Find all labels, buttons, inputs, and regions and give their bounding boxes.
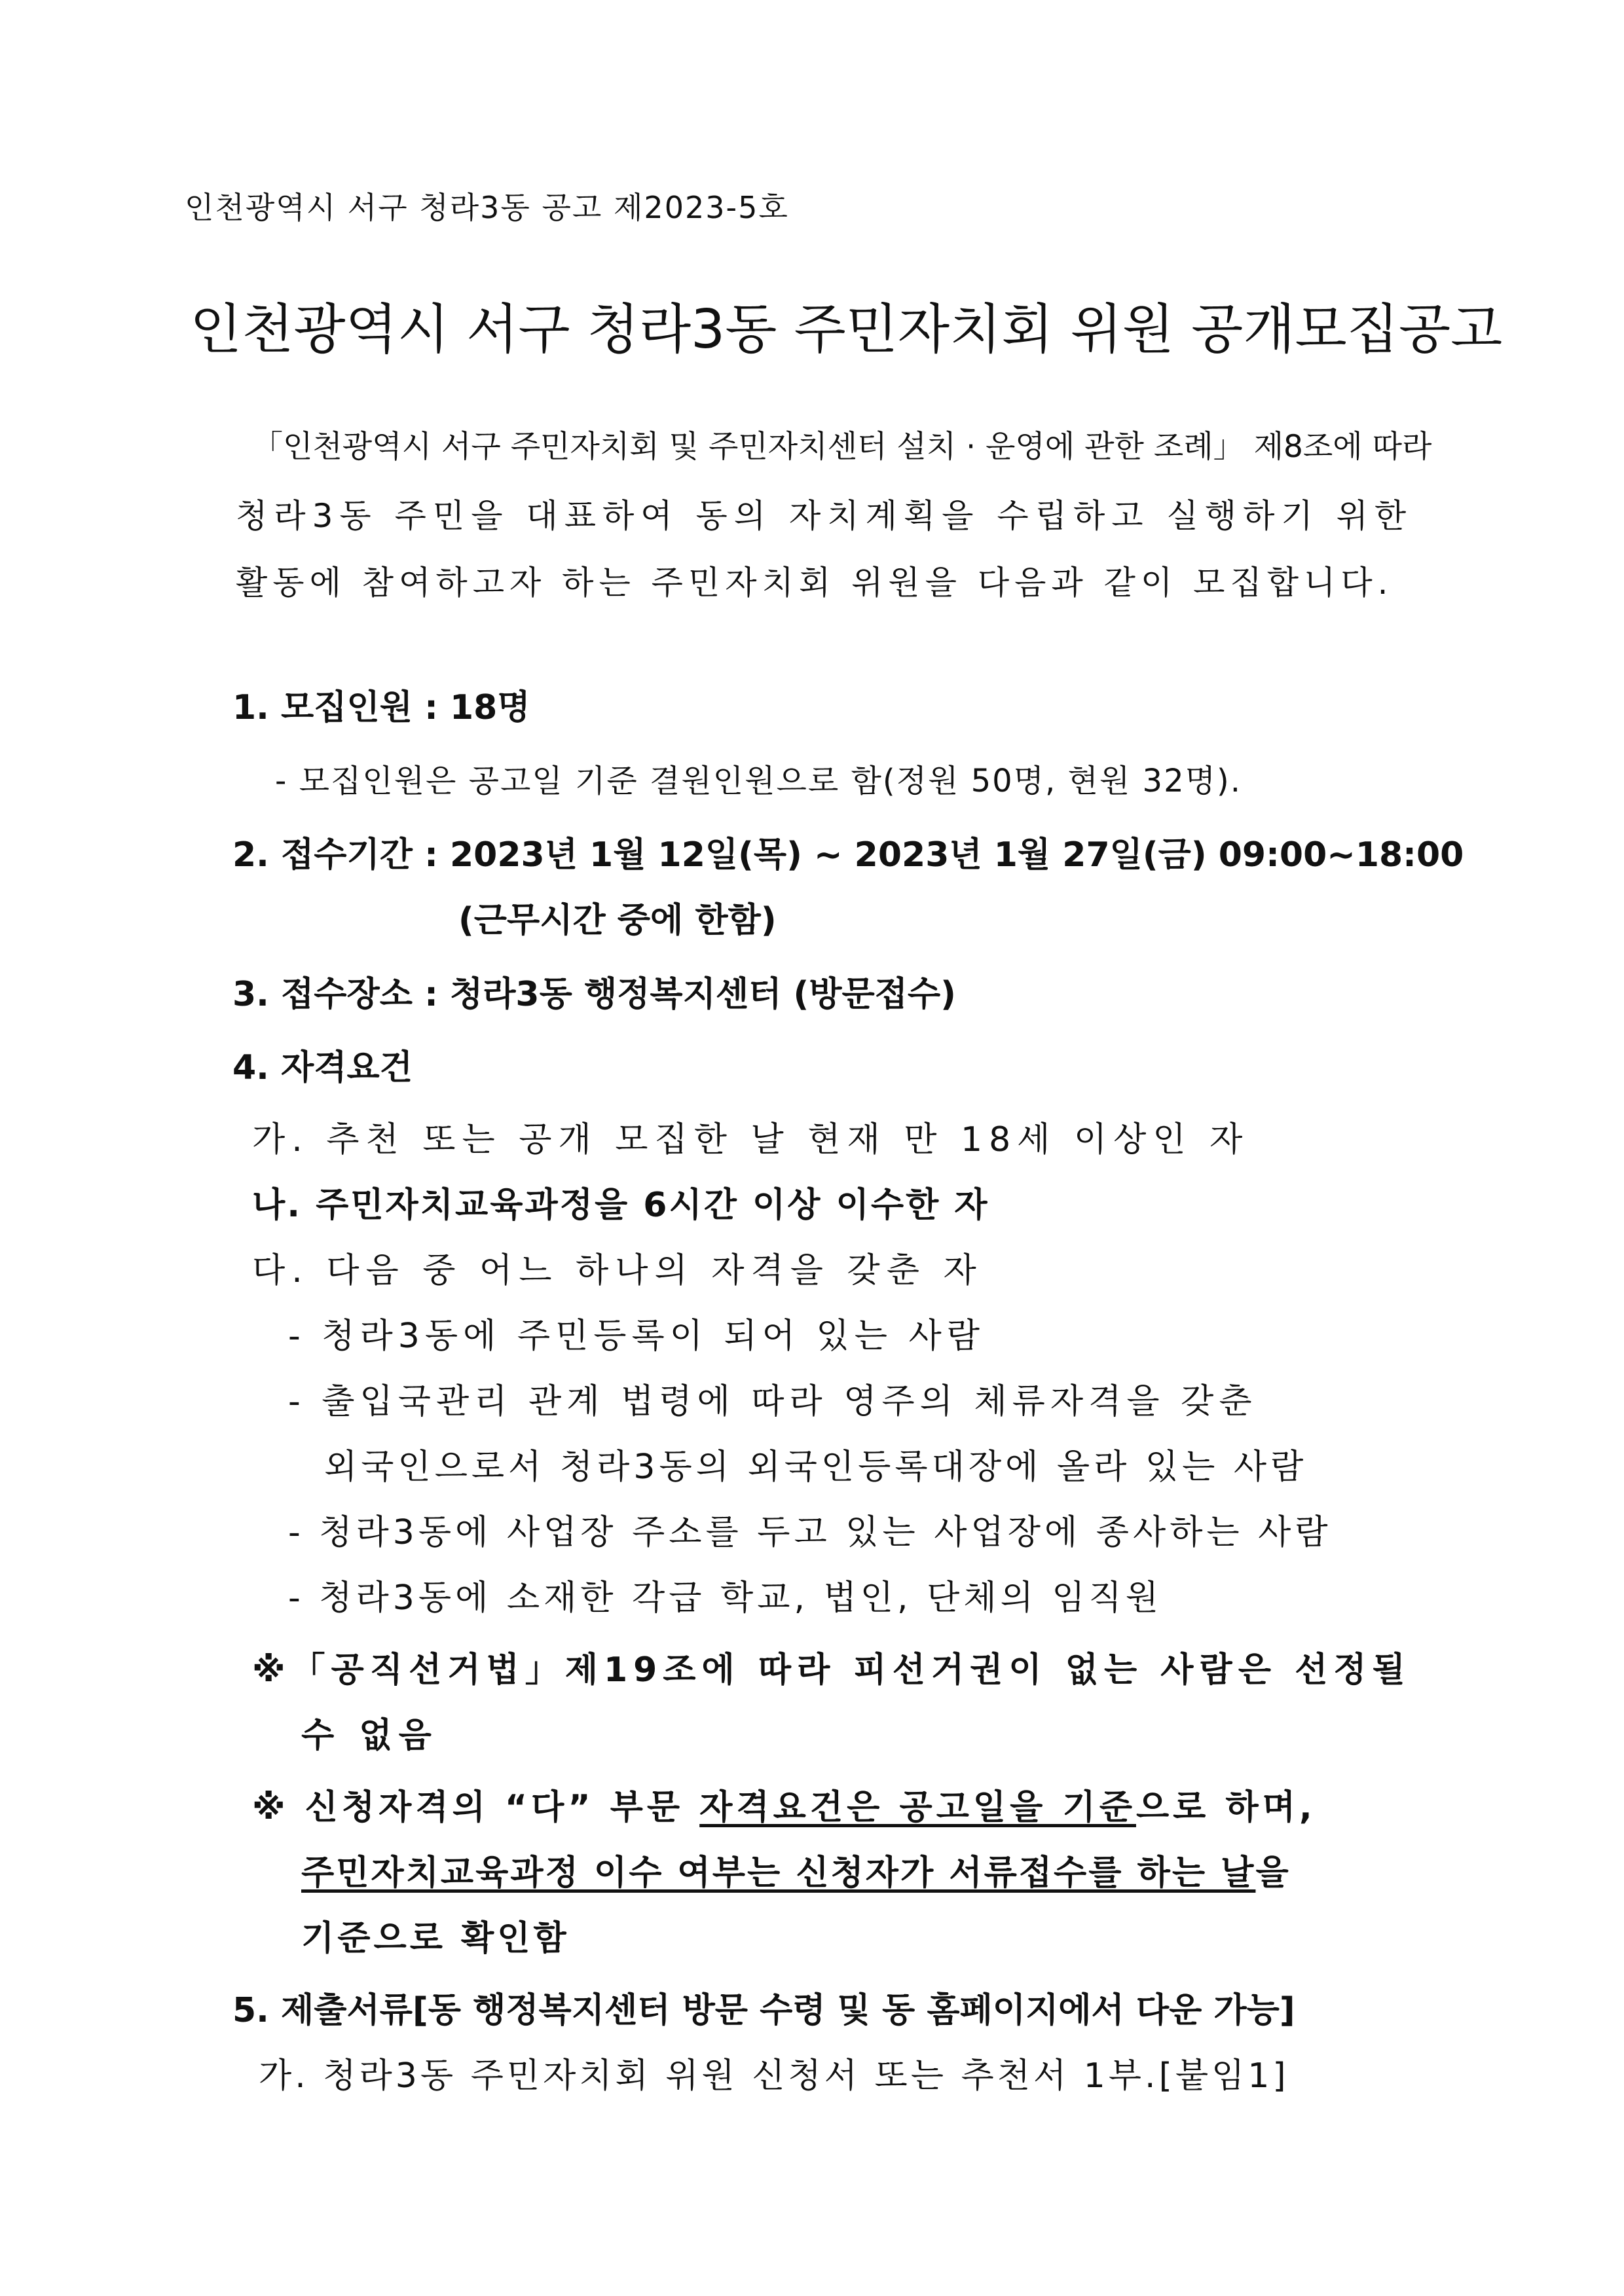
- note-criteria-line-3: 기준으로 확인함: [301, 1919, 570, 1958]
- section-2-heading: 2. 접수기간 : 2023년 1월 12일(목) ~ 2023년 1월 27일(금) 09:00~18:00: [232, 835, 1464, 875]
- note-criteria-underlined: 자격요건은 공고일을 기준: [699, 1788, 1136, 1827]
- notice-title: 인천광역시 서구 청라3동 주민자치회 위원 공개모집공고: [190, 299, 1503, 361]
- note-criteria-line-1: [252, 1787, 1316, 1828]
- section-3-heading: 3. 접수장소 : 청라3동 행정복지센터 (방문접수): [232, 975, 956, 1014]
- intro-line-1: 「인천광역시 서구 주민자치회 및 주민자치센터 설치 · 운영에 관한 조례」 제8조에 따라: [252, 429, 1432, 465]
- section-5-heading: 5. 제출서류[동 행정복지센터 방문 수령 및 동 홈페이지에서 다운 가능]: [232, 1991, 1295, 2030]
- note-criteria-prefix: ※ 신청자격의 “다” 부문: [252, 1788, 700, 1827]
- section-1-heading: 1. 모집인원 : 18명: [232, 688, 530, 727]
- eligibility-item-ga: 가. 추천 또는 공개 모집한 날 현재 만 18세 이상인 자: [252, 1120, 1249, 1159]
- eligibility-sub-4: - 청라3동에 소재한 각급 학교, 법인, 단체의 임직원: [288, 1578, 1163, 1618]
- section-1-note: - 모집인원은 공고일 기준 결원인원으로 함(정원 50명, 현원 32명).: [275, 763, 1242, 799]
- eligibility-sub-2a: - 출입국관리 관계 법령에 따라 영주의 체류자격을 갖춘: [288, 1382, 1257, 1421]
- eligibility-sub-1: - 청라3동에 주민등록이 되어 있는 사람: [288, 1317, 985, 1356]
- note-election-law-line-1: ※「공직선거법」제19조에 따라 피선거권이 없는 사람은 선정될: [252, 1650, 1411, 1690]
- note-election-law-line-2: 수 없음: [301, 1716, 438, 1755]
- eligibility-item-da: 다. 다음 중 어느 하나의 자격을 갖춘 자: [252, 1251, 983, 1290]
- note-criteria-suffix: 으로 하며,: [1135, 1788, 1316, 1827]
- section-2-continuation: (근무시간 중에 한함): [458, 901, 777, 940]
- intro-line-2: 청라3동 주민을 대표하여 동의 자치계획을 수립하고 실행하기 위한: [236, 497, 1413, 535]
- eligibility-item-na: 나. 주민자치교육과정을 6시간 이상 이수한 자: [252, 1186, 989, 1225]
- eligibility-sub-3: - 청라3동에 사업장 주소를 두고 있는 사업장에 종사하는 사람: [288, 1513, 1332, 1552]
- section-4-heading: 4. 자격요건: [232, 1048, 413, 1087]
- note-criteria-line-2: [301, 1853, 1291, 1893]
- documents-item-ga: 가. 청라3동 주민자치회 위원 신청서 또는 추천서 1부.[붙임1]: [259, 2056, 1289, 2096]
- notice-reference-number: 인천광역시 서구 청라3동 공고 제2023-5호: [185, 190, 789, 225]
- eligibility-sub-2b: 외국인으로서 청라3동의 외국인등록대장에 올라 있는 사람: [324, 1448, 1308, 1487]
- note-criteria-line-2-underlined: 주민자치교육과정 이수 여부는 신청자가 서류접수를 하는 날: [301, 1853, 1256, 1893]
- intro-line-3: 활동에 참여하고자 하는 주민자치회 위원을 다음과 같이 모집합니다.: [236, 564, 1393, 602]
- note-criteria-line-2-suffix: 을: [1255, 1853, 1291, 1893]
